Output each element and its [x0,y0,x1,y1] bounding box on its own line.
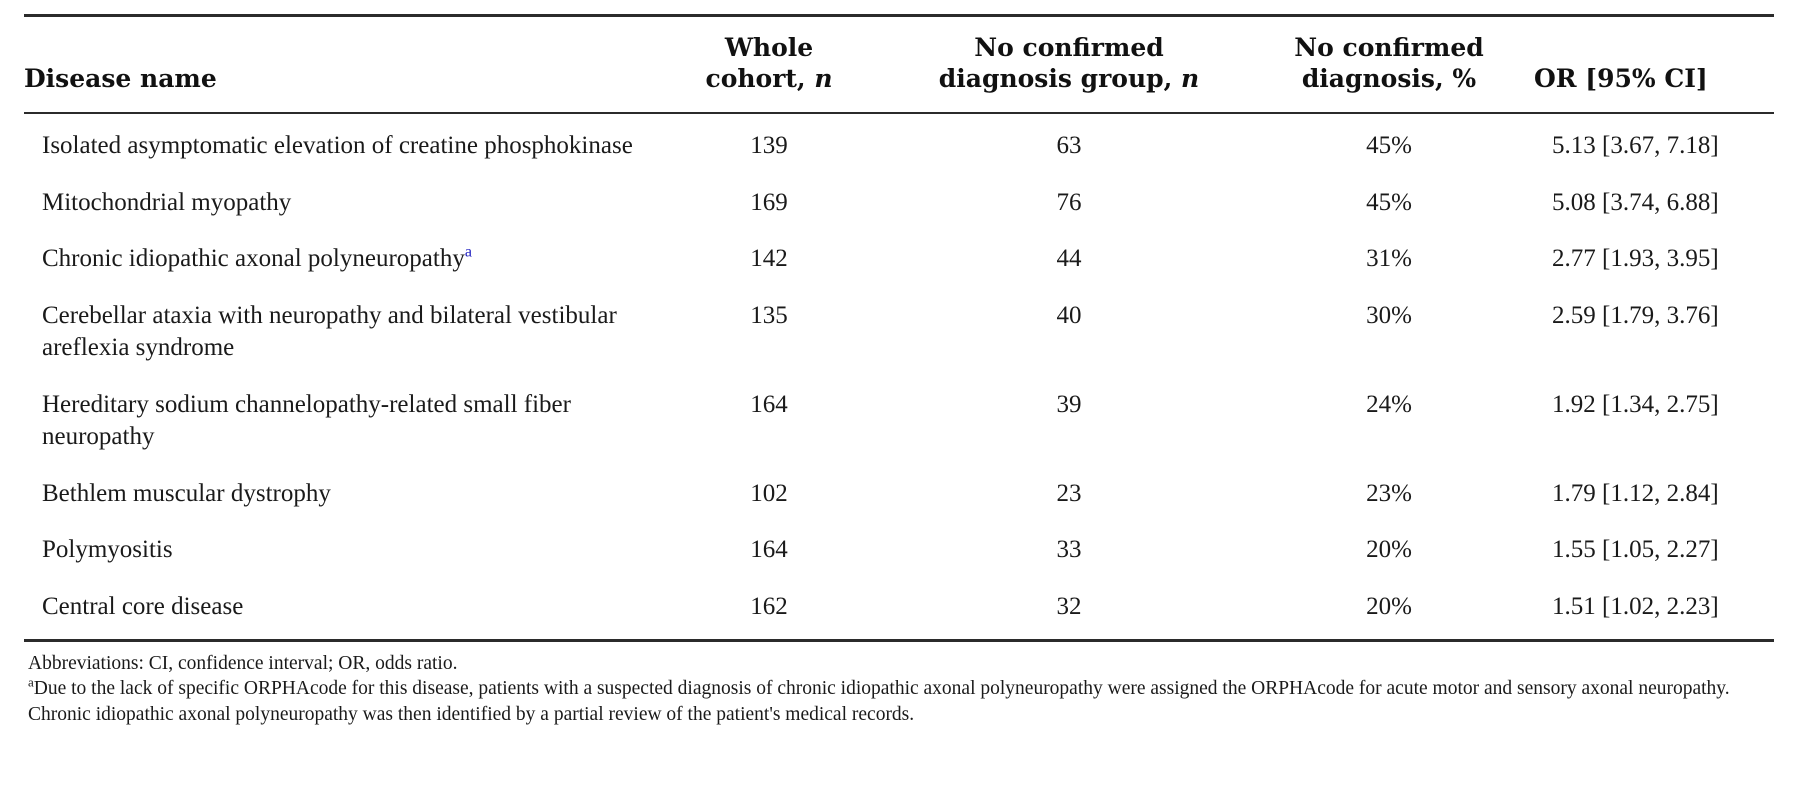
cell-odds-ratio: 1.55 [1.05, 2.27] [1552,536,1719,563]
cell-whole-cohort: 164 [750,536,788,563]
cell-disease-name [24,377,644,466]
cell-odds-ratio: 2.77 [1.93, 3.95] [1552,245,1719,272]
cell-whole-cohort: 139 [750,132,788,159]
table-body [24,113,1774,641]
cell-whole-cohort: 135 [750,301,788,329]
cell-no-confirmed-group: 32 [1056,592,1082,620]
cell-no-confirmed-percent: 30% [1366,301,1412,329]
table-header [24,16,1774,114]
disease-name-text: Bethlem muscular dystrophy [42,479,331,507]
cell-disease-name [24,113,644,175]
cell-no-confirmed-percent: 24% [1366,390,1412,418]
table-footnotes [24,642,1774,727]
cell-disease-name [24,466,644,523]
table-row [24,579,1774,641]
cell-odds-ratio: 5.08 [3.74, 6.88] [1552,188,1719,216]
column-header-disease-name [24,16,644,114]
cell-no-confirmed-group: 44 [1056,245,1082,272]
cell-no-confirmed-percent: 31% [1366,245,1412,272]
column-header-whole-cohort-line2: cohort, [705,63,815,93]
cell-disease-name [24,175,644,232]
column-header-whole-cohort [644,16,894,114]
cell-whole-cohort: 142 [750,245,788,272]
footnote-marker: a [464,243,472,261]
cell-no-confirmed-group: 40 [1056,301,1082,329]
cell-no-confirmed-percent: 45% [1366,188,1412,216]
column-header-percent-line1: No confirmed [1294,33,1484,62]
cell-no-confirmed-percent: 23% [1366,479,1412,507]
column-header-group-italic: n [1181,63,1200,93]
table-row [24,175,1774,232]
cell-whole-cohort: 102 [750,479,788,507]
table-header-row [24,16,1774,114]
column-header-no-confirmed-diagnosis-group [894,16,1244,114]
footnote-a [28,676,1772,727]
cell-odds-ratio: 1.51 [1.02, 2.23] [1552,592,1719,620]
column-header-group-line1: No confirmed [974,33,1164,62]
cell-whole-cohort: 164 [750,390,788,418]
column-header-odds-ratio-label: OR [95% CI] [1534,63,1708,93]
cell-odds-ratio: 5.13 [3.67, 7.18] [1552,132,1719,159]
cell-disease-name [24,231,644,288]
table-row [24,466,1774,523]
table-row [24,231,1774,288]
column-header-odds-ratio [1534,16,1774,114]
cell-no-confirmed-percent: 20% [1366,592,1412,620]
cell-disease-name [24,579,644,641]
disease-name-text: Central core disease [42,592,244,620]
table-row [24,522,1774,579]
column-header-whole-cohort-italic: n [814,63,833,93]
disease-name-text: Mitochondrial myopathy [42,188,292,216]
footnote-a-marker: a [28,674,34,690]
footnote-a-text: Due to the lack of specific ORPHAcode for this disease, patients with a suspected diagnosis of chronic idiopathic axonal polyneuropathy were assigned the ORPHAcode for acute motor and sensory axonal neuropathy. Chronic idiopathic axonal polyneuropathy was then identified by a partial review of the patient's medical records. [28,678,1730,725]
disease-statistics-table [24,14,1774,642]
column-header-percent-line2: diagnosis, % [1301,63,1477,93]
table-row [24,113,1774,175]
cell-no-confirmed-group: 63 [1056,132,1082,159]
cell-odds-ratio: 1.79 [1.12, 2.84] [1552,479,1719,507]
disease-name-text: Polymyositis [42,536,173,563]
cell-odds-ratio: 2.59 [1.79, 3.76] [1552,301,1719,329]
disease-name-text: Hereditary sodium channelopathy-related small fiber neuropathy [42,390,571,450]
cell-no-confirmed-group: 23 [1056,479,1082,507]
cell-no-confirmed-group: 39 [1056,390,1082,418]
column-header-whole-cohort-line1: Whole [724,33,814,62]
cell-odds-ratio: 1.92 [1.34, 2.75] [1552,390,1719,418]
column-header-disease-name-label: Disease name [24,63,217,93]
column-header-no-confirmed-diagnosis-percent [1244,16,1534,114]
disease-name-text: Cerebellar ataxia with neuropathy and bilateral vestibular areflexia syndrome [42,301,617,361]
cell-no-confirmed-percent: 20% [1366,536,1412,563]
cell-no-confirmed-group: 33 [1056,536,1082,563]
table-row [24,288,1774,377]
disease-name-text: Isolated asymptomatic elevation of creatine phosphokinase [42,132,633,159]
cell-disease-name [24,522,644,579]
cell-whole-cohort: 162 [750,592,788,620]
cell-no-confirmed-group: 76 [1056,188,1082,216]
cell-disease-name [24,288,644,377]
cell-whole-cohort: 169 [750,188,788,216]
disease-name-text: Chronic idiopathic axonal polyneuropathy [42,245,465,272]
column-header-group-line2: diagnosis group, [938,63,1182,93]
cell-no-confirmed-percent: 45% [1366,132,1412,159]
abbreviations-note: Abbreviations: CI, confidence interval; OR, odds ratio. [28,653,458,674]
table-row [24,377,1774,466]
